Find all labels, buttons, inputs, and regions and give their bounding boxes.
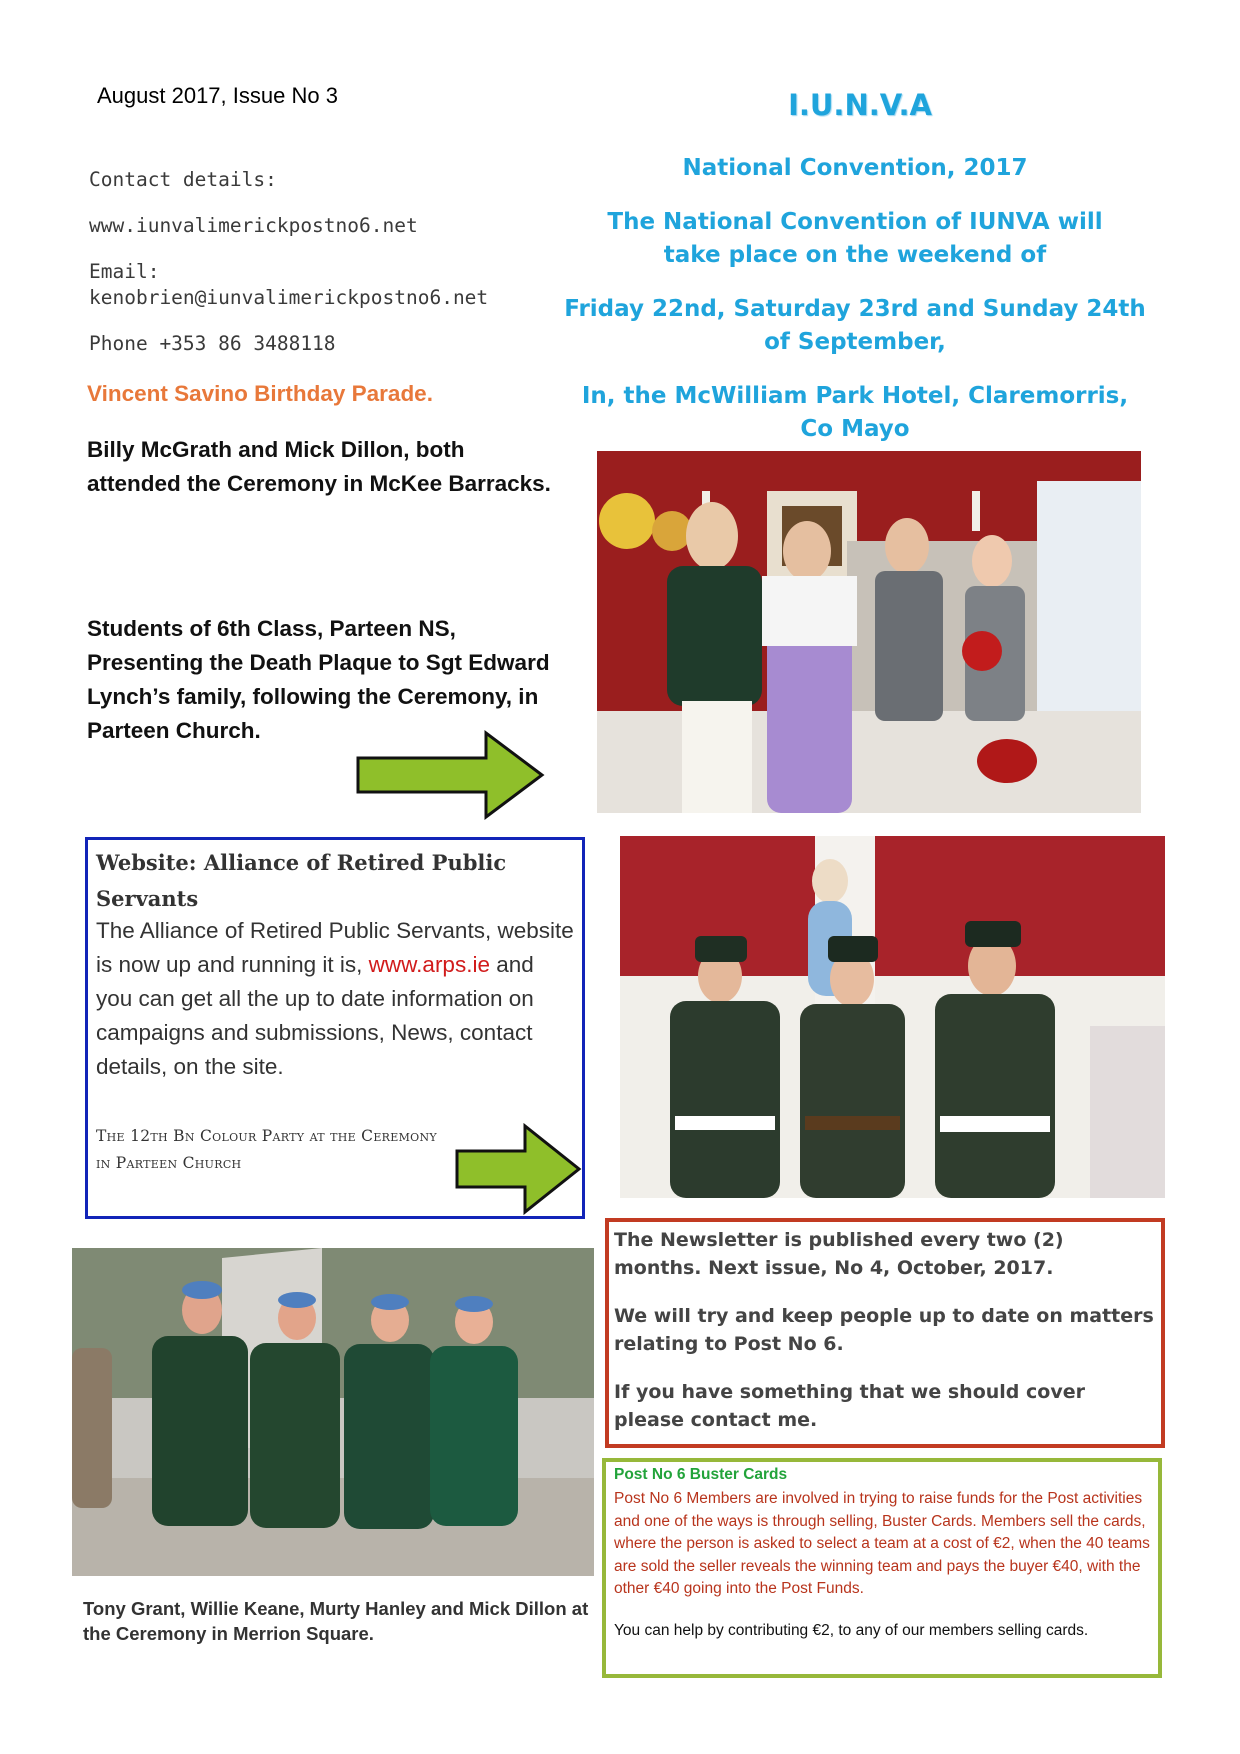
website-text-before: The Alliance of Retired Public Servants, website is now up and running it is, (96, 918, 574, 977)
newsletter-text (614, 1226, 1154, 1454)
arrow-right-icon (455, 1123, 583, 1215)
convention-block (540, 152, 1170, 467)
arrow-right-icon (356, 730, 546, 820)
website-box-title: Website: Alliance of Retired Public Servants (96, 850, 507, 911)
colour-party-caption: The 12th Bn Colour Party at the Ceremony in Parteen Church (96, 1127, 437, 1172)
contact-website[interactable]: www.iunvalimerickpostno6.net (89, 214, 418, 237)
buster-cards-title: Post No 6 Buster Cards (614, 1466, 788, 1483)
contact-details (89, 167, 559, 377)
newsletter-p1: The Newsletter is published every two (2) months. Next issue, No 4, October, 2017. (614, 1229, 1064, 1279)
parade-para2: Students of 6th Class, Parteen NS, Presenting the Death Plaque to Sgt Edward Lynch’s family, following the Ceremony, in Parteen Church. (87, 616, 550, 743)
arps-link[interactable]: www.arps.ie (368, 952, 490, 977)
org-title: I.U.N.V.A (788, 88, 932, 122)
buster-cards-text: Post No 6 Members are involved in trying to raise funds for the Post activities and one of the ways is through selling, Buster Cards. Members sell the cards, where the person is asked to select a team at a cost of €2, when the 40 teams are sold the seller reveals the winning team and pays the buyer €40, with the other €40 going into the Post Funds. (614, 1490, 1150, 1597)
buster-cards-help: You can help by contributing €2, to any of our members selling cards. (614, 1622, 1089, 1639)
convention-line2: Friday 22nd, Saturday 23rd and Sunday 24th of September, (564, 296, 1146, 355)
veterans-caption: Tony Grant, Willie Keane, Murty Hanley and Mick Dillon at the Ceremony in Merrion Square. (83, 1598, 589, 1644)
convention-title: National Convention, 2017 (682, 155, 1028, 181)
photo-colour-party (620, 836, 1165, 1198)
contact-phone: Phone +353 86 3488118 (89, 332, 336, 355)
contact-email-label: Email: (89, 260, 160, 283)
contact-heading: Contact details: (89, 168, 277, 191)
contact-email[interactable]: kenobrien@iunvalimerickpostno6.net (89, 286, 489, 309)
website-box-text (96, 914, 576, 1084)
newsletter-p3: If you have something that we should cover please contact me. (614, 1381, 1085, 1431)
website-text-after: and you can get all the up to date information on campaigns and submissions, News, contact details, on the site. (96, 952, 534, 1079)
issue-label: August 2017, Issue No 3 (97, 83, 338, 108)
parade-title: Vincent Savino Birthday Parade. (87, 381, 433, 406)
newsletter-p2: We will try and keep people up to date on matters relating to Post No 6. (614, 1305, 1154, 1355)
parade-para1: Billy McGrath and Mick Dillon, both attended the Ceremony in McKee Barracks. (87, 437, 551, 496)
convention-line3: In, the McWilliam Park Hotel, Claremorris, Co Mayo (581, 383, 1129, 442)
photo-plaque-presentation (597, 451, 1141, 813)
photo-merrion-square-veterans (72, 1248, 594, 1576)
convention-line1: The National Convention of IUNVA will take place on the weekend of (607, 209, 1103, 268)
